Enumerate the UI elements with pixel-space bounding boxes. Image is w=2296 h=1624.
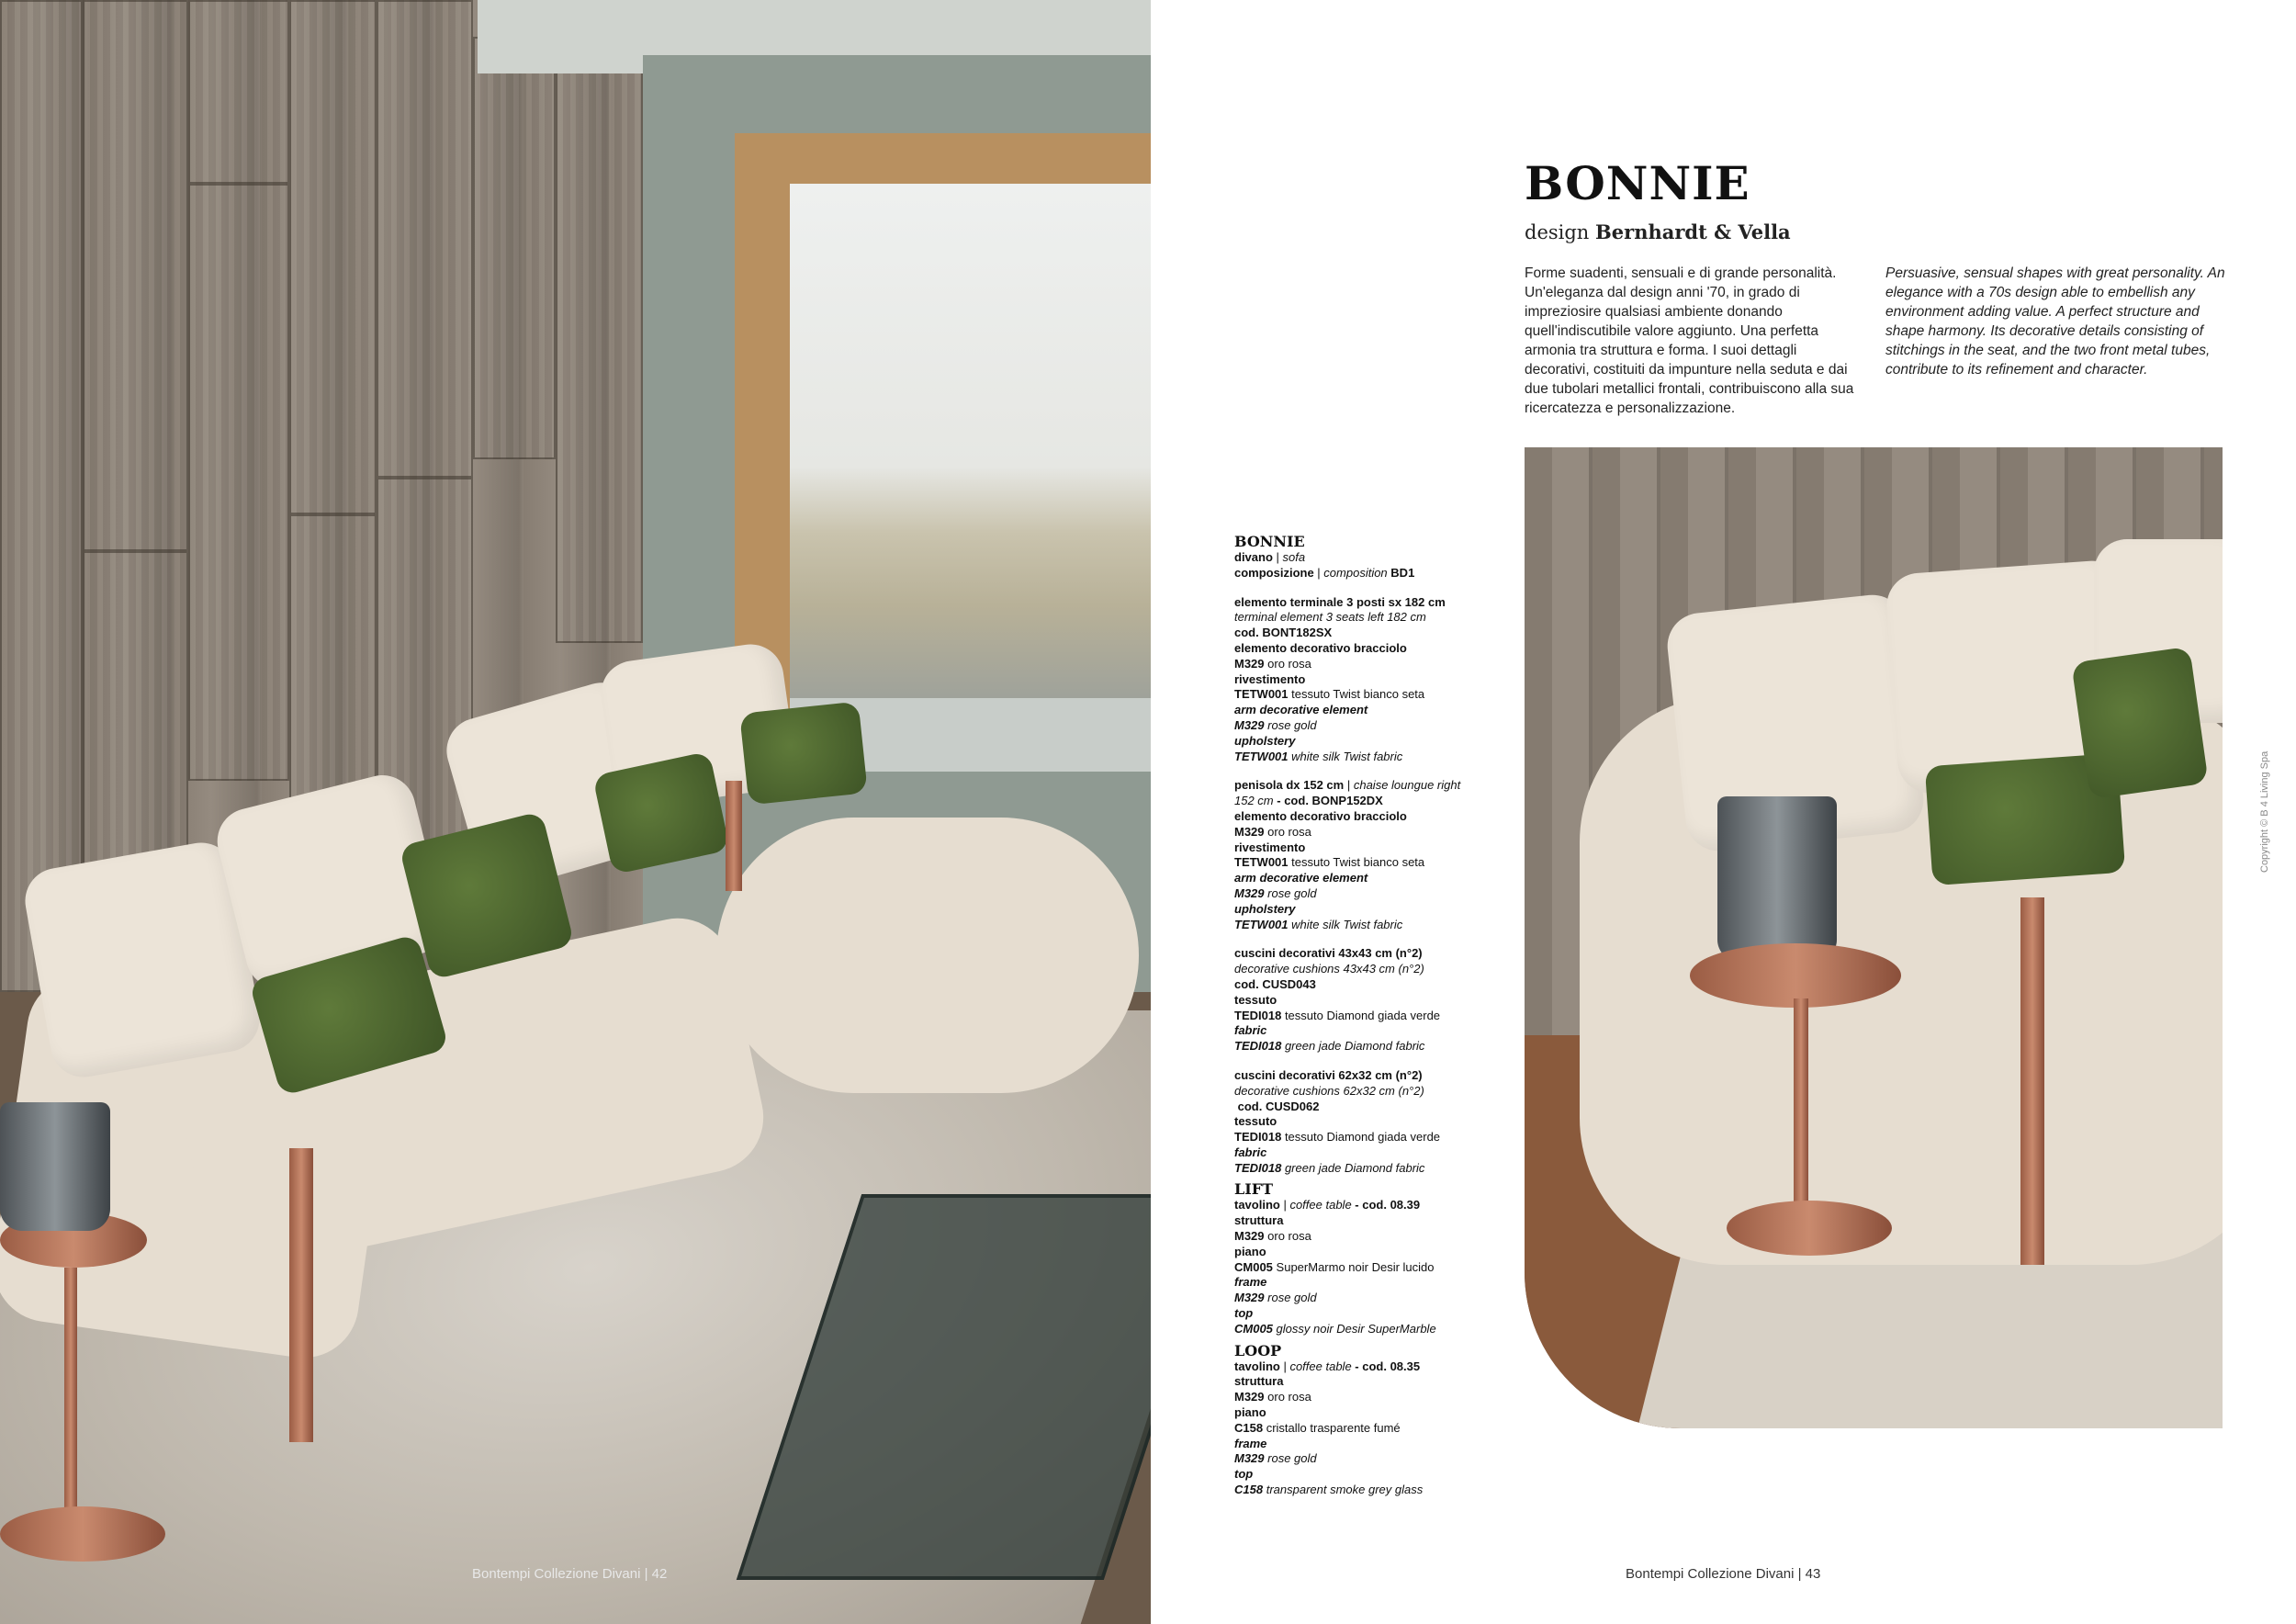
spec-cushions-62 xyxy=(1234,1068,1501,1177)
spec-title: elemento terminale 3 posti sx 182 cm xyxy=(1234,594,1446,609)
spec-type: divano xyxy=(1234,550,1273,564)
spec-finish-value: tessuto Twist bianco seta xyxy=(1291,855,1425,870)
description-english: Persuasive, sensual shapes with great personality. An elegance with a 70s design able to embellish any environment adding value. A perfect structure and shape harmony. Its decorative details consisting of stitchings in the seat, and the two front metal tubes, contribute to its refinement and character. xyxy=(1885,265,2225,378)
spec-finish-code: M329 xyxy=(1234,1229,1265,1244)
ice-bucket xyxy=(1717,796,1837,962)
spec-label: piano xyxy=(1234,1405,1266,1420)
ice-bucket xyxy=(0,1102,110,1231)
spec-label: tessuto xyxy=(1234,1114,1277,1129)
spec-finish-value-en: transparent smoke grey glass xyxy=(1266,1483,1424,1497)
window-landscape xyxy=(790,184,1151,698)
spec-type-en: sofa xyxy=(1282,550,1306,564)
wall-plank xyxy=(556,55,643,643)
spec-label: rivestimento xyxy=(1234,671,1306,686)
wall-plank xyxy=(377,0,473,478)
spec-finish-value: tessuto Diamond giada verde xyxy=(1284,1130,1441,1145)
spec-finish-code: TEDI018 xyxy=(1234,1160,1282,1175)
spec-code: - cod. 08.39 xyxy=(1355,1198,1421,1212)
spec-bonnie: BONNIE divano | sofa composizione | composition BD1 xyxy=(1234,534,1501,581)
wall-plank xyxy=(473,37,556,459)
spec-finish-code: TEDI018 xyxy=(1234,1008,1282,1022)
copper-arm-tube xyxy=(289,1148,313,1442)
lift-table-stem xyxy=(1794,998,1808,1210)
lift-table-base xyxy=(1727,1201,1892,1256)
copper-arm-tube xyxy=(2020,897,2044,1265)
spec-title-en: terminal element 3 seats left 182 cm xyxy=(1234,610,1426,625)
spec-title: cuscini decorativi 62x32 cm (n°2) xyxy=(1234,1067,1423,1082)
spec-label-en: frame xyxy=(1234,1436,1267,1450)
spec-finish-value-en: rose gold xyxy=(1267,885,1317,900)
wall-plank xyxy=(188,184,289,781)
spec-finish-value: cristallo trasparente fumé xyxy=(1266,1420,1401,1435)
spec-finish-code: M329 xyxy=(1234,1451,1265,1466)
spec-terminal-element xyxy=(1234,595,1501,765)
spec-finish-code: TETW001 xyxy=(1234,855,1289,870)
spec-finish-code: CM005 xyxy=(1234,1259,1273,1274)
spec-finish-value-en: white silk Twist fabric xyxy=(1291,749,1403,763)
wall-plank xyxy=(289,0,377,514)
spec-label-en: frame xyxy=(1234,1275,1267,1290)
spec-title-en: decorative cushions 43x43 cm (n°2) xyxy=(1234,962,1424,976)
spec-finish-value: SuperMarmo noir Desir lucido xyxy=(1276,1259,1435,1274)
spec-finish-value: oro rosa xyxy=(1267,824,1311,839)
spec-title: cuscini decorativi 43x43 cm (n°2) xyxy=(1234,946,1423,961)
footer-right: Bontempi Collezione Divani | 43 xyxy=(1626,1566,1821,1582)
spec-cushions-43 xyxy=(1234,946,1501,1054)
spec-product-name: LOOP xyxy=(1234,1341,1282,1359)
spec-label-en: arm decorative element xyxy=(1234,871,1368,885)
spec-label-en: top xyxy=(1234,1306,1254,1321)
spec-sheet xyxy=(1234,530,1501,1498)
spec-label-en: fabric xyxy=(1234,1145,1267,1159)
designer-name: Bernhardt & Vella xyxy=(1595,220,1791,243)
spec-product-name: BONNIE xyxy=(1234,533,1305,550)
spec-finish-code: CM005 xyxy=(1234,1321,1273,1336)
spec-lift: LIFT tavolino | coffee table - cod. 08.39 struttura M329 oro rosa piano CM005 SuperMarmo noir Desir lucido frame M329 rose gold top CM005 glossy noir Desir SuperMarble xyxy=(1234,1181,1501,1336)
spec-finish-value-en: rose gold xyxy=(1267,1451,1317,1466)
spec-label: piano xyxy=(1234,1244,1266,1258)
spec-type: tavolino xyxy=(1234,1359,1280,1373)
green-pillow xyxy=(739,701,868,805)
spec-label: struttura xyxy=(1234,1213,1284,1228)
lift-table-stem xyxy=(64,1268,77,1516)
spec-label: tessuto xyxy=(1234,992,1277,1007)
spec-finish-value-en: rose gold xyxy=(1267,717,1317,732)
spec-finish-value-en: green jade Diamond fabric xyxy=(1284,1039,1425,1054)
copper-arm-tube xyxy=(726,781,742,891)
green-pillow xyxy=(2071,647,2209,800)
sofa-chaise xyxy=(716,818,1139,1093)
spec-code: cod. CUSD043 xyxy=(1234,976,1316,991)
spec-label-en: upholstery xyxy=(1234,901,1296,916)
detail-photo xyxy=(1525,447,2223,1428)
spec-label: elemento decorativo bracciolo xyxy=(1234,808,1407,823)
spec-finish-code: M329 xyxy=(1234,885,1265,900)
spec-label-en: upholstery xyxy=(1234,733,1296,748)
spec-label-en: fabric xyxy=(1234,1023,1267,1038)
spec-finish-code: TEDI018 xyxy=(1234,1130,1282,1145)
spec-loop: LOOP tavolino | coffee table - cod. 08.35 struttura M329 oro rosa piano C158 cristallo trasparente fumé frame M329 rose gold top C158 transparent smoke grey glass xyxy=(1234,1343,1501,1498)
spec-title-en: 152 cm xyxy=(1234,794,1274,808)
product-title: BONNIE xyxy=(1525,156,1750,210)
spec-label: elemento decorativo bracciolo xyxy=(1234,640,1407,655)
spec-finish-code: TEDI018 xyxy=(1234,1039,1282,1054)
spec-code: cod. CUSD062 xyxy=(1237,1099,1320,1113)
spec-composition-code: BD1 xyxy=(1390,565,1415,580)
spec-finish-code: M329 xyxy=(1234,824,1265,839)
spec-finish-value: oro rosa xyxy=(1267,1390,1311,1404)
wall-plank xyxy=(0,0,83,992)
spec-title-en: decorative cushions 62x32 cm (n°2) xyxy=(1234,1083,1424,1098)
spec-title-en: chaise loungue right xyxy=(1353,778,1461,793)
spec-finish-value-en: green jade Diamond fabric xyxy=(1284,1160,1425,1175)
spec-finish-value-en: white silk Twist fabric xyxy=(1291,917,1403,931)
spec-chaise: penisola dx 152 cm | chaise loungue right 152 cm - cod. BONP152DX elemento decorativo bracciolo M329 oro rosa rivestimento TETW001 tessuto Twist bianco seta arm decorative element M329 rose gold upholstery TETW001 white silk Twist fabric xyxy=(1234,778,1461,931)
spec-code: cod. BONT182SX xyxy=(1234,626,1333,640)
spec-composition-en: composition xyxy=(1323,565,1388,580)
spec-code: - cod. 08.35 xyxy=(1355,1359,1421,1373)
lift-table-base xyxy=(0,1506,165,1562)
spec-finish-code: M329 xyxy=(1234,1390,1265,1404)
spec-type-en: coffee table xyxy=(1289,1198,1352,1212)
copyright-notice: Copyright © B 4 Living Spa xyxy=(2259,750,2270,873)
wall-plank xyxy=(83,0,188,551)
wall-plank xyxy=(188,0,289,184)
spec-finish-value: tessuto Twist bianco seta xyxy=(1291,687,1425,702)
spec-finish-code: M329 xyxy=(1234,717,1265,732)
spec-finish-value: oro rosa xyxy=(1267,656,1311,671)
spec-type-en: coffee table xyxy=(1289,1359,1352,1373)
spec-finish-code: TETW001 xyxy=(1234,749,1289,763)
spec-title: penisola dx 152 cm xyxy=(1234,778,1345,793)
spec-finish-code: C158 xyxy=(1234,1420,1264,1435)
footer-left: Bontempi Collezione Divani | 42 xyxy=(472,1566,668,1582)
designer-line xyxy=(1525,220,1791,243)
spec-composition: composizione xyxy=(1234,565,1314,580)
spec-label: rivestimento xyxy=(1234,840,1306,854)
spec-finish-code: M329 xyxy=(1234,656,1265,671)
design-prefix: design xyxy=(1525,221,1590,243)
spec-finish-value: oro rosa xyxy=(1267,1229,1311,1244)
spec-finish-code: TETW001 xyxy=(1234,687,1289,702)
spec-finish-value: tessuto Diamond giada verde xyxy=(1284,1008,1441,1022)
description-italian: Forme suadenti, sensuali e di grande personalità. Un'eleganza dal design anni '70, in grado di impreziosire qualsiasi ambiente donando quell'indiscutibile valore aggiunto. Una perfetta armonia tra struttura e forma. I suoi dettagli decorativi, costituiti da impunture nella seduta e dai due tubolari metallici frontali, contribuiscono alla sua ricercatezza e personalizzazione. xyxy=(1525,265,1854,416)
spec-finish-code: M329 xyxy=(1234,1291,1265,1305)
spec-type: tavolino xyxy=(1234,1198,1280,1212)
spec-label-en: top xyxy=(1234,1467,1254,1482)
spec-finish-value-en: rose gold xyxy=(1267,1291,1317,1305)
spec-label: struttura xyxy=(1234,1374,1284,1389)
spec-product-name: LIFT xyxy=(1234,1180,1273,1199)
spec-code: - cod. BONP152DX xyxy=(1277,794,1383,808)
spec-finish-value-en: glossy noir Desir SuperMarble xyxy=(1276,1321,1436,1336)
spec-finish-code: C158 xyxy=(1234,1483,1264,1497)
spec-label-en: arm decorative element xyxy=(1234,703,1368,717)
spec-finish-code: TETW001 xyxy=(1234,917,1289,931)
